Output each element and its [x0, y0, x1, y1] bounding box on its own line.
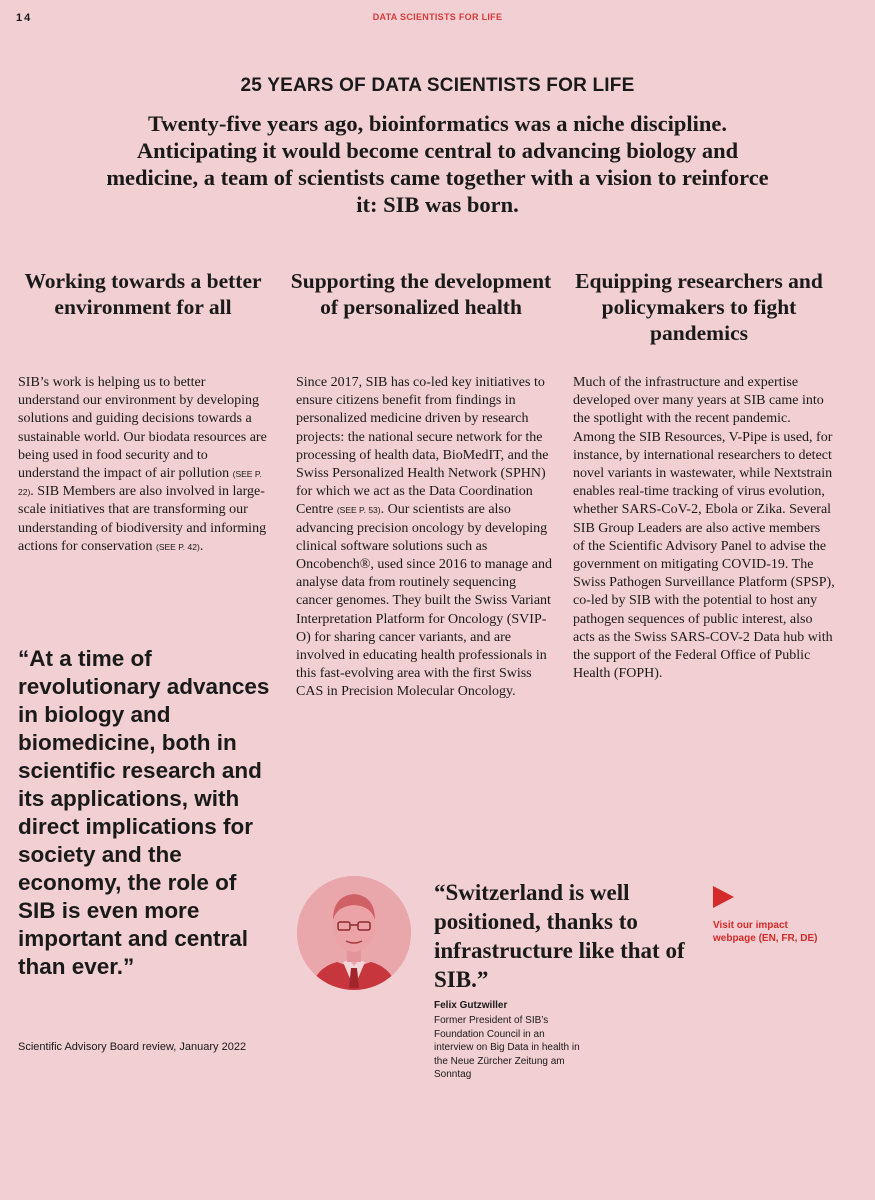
column-heading-pandemics: Equipping researchers and policymakers to fight pandemics: [575, 269, 823, 345]
running-title: DATA SCIENTISTS FOR LIFE: [372, 12, 503, 22]
body-text: Since 2017, SIB has co-led key initiatives to ensure citizens benefit from findings in personalized medicine driven by research projects: the national secure network for the processing of health data, BioMedIT, and the Swiss Personalized Health Network (SPHN) for which we act as the Data Coordination Centre: [296, 375, 549, 518]
quote-author-role: Former President of SIB’s Foundation Council in an interview on Big Data in health in the Neue Zürcher Zeitung am Sonntag: [434, 1015, 580, 1080]
column-body-pandemics: Much of the infrastructure and expertise developed over many years at SIB came into the spotlight with the recent pandemic. Among the SIB Resources, V-Pipe is used, for instance, by international researchers to detect novel variants in wastewater, while Nextstrain enables real-time tracking of virus evolution, whether SARS-CoV-2, Ebola or Zika. Several SIB Group Leaders are also active members of the Scientific Advisory Panel to advise the government on mitigating COVID-19. The Swiss Pathogen Surveillance Platform (SPSP), co-led by SIB with the potential to host any pathogen sequences of public interest, also acts as the Swiss SARS-COV-2 Data hub with the support of the Federal Office of Public Health (FOPH).: [573, 375, 835, 682]
portrait-felix-gutzwiller: [297, 876, 411, 990]
page-reference: (SEE P. 22): [18, 469, 262, 498]
portrait-illustration: [297, 876, 411, 990]
body-text: . Our scientists are also advancing precision oncology by developing clinical software solutions such as Oncobench®, used since 2016 to manage and analyse data from routinely sequencing cancer genomes. They built the Swiss Variant Interpretation Platform for Oncology (SVIP-O) for sharing cancer variants, and are involved in educating health professionals in this fast-evolving area with the first Swiss CAS in Precision Molecular Oncology.: [296, 502, 552, 700]
column-heading-personalized-health: Supporting the development of personalized health: [290, 269, 552, 319]
page-reference: (SEE P. 53): [336, 505, 381, 516]
pull-quote-gutzwiller: “Switzerland is well positioned, thanks to infrastructure like that of SIB.”: [434, 880, 685, 992]
column-body-environment: [18, 374, 268, 556]
page-title: 25 YEARS OF DATA SCIENTISTS FOR LIFE: [240, 75, 635, 96]
column-heading-environment: Working towards a better environment for all: [24, 269, 262, 319]
play-icon[interactable]: [713, 886, 734, 908]
pull-quote-advisory-board: “At a time of revolutionary advances in biology and biomedicine, both in scientific research and its applications, with direct implications for society and the economy, the role of SIB is even more important and central than ever.”: [18, 646, 270, 979]
body-text: SIB’s work is helping us to better understand our environment by developing solutions and guiding decisions towards a sustainable world. Our biodata resources are being used in food security and to understand the impact of air pollution: [18, 375, 267, 482]
quote-author-name: Felix Gutzwiller: [434, 1000, 508, 1011]
page-reference: (SEE P. 42): [156, 541, 200, 552]
body-text: . SIB Members are also involved in large-scale initiatives that are transforming our understanding of biodiversity and informing actions for conservation: [18, 484, 267, 554]
page-number: 14: [16, 12, 33, 24]
column-body-personalized-health: [296, 374, 552, 702]
impact-webpage-link[interactable]: Visit our impact webpage (EN, FR, DE): [713, 920, 818, 944]
body-text: .: [199, 538, 204, 554]
pull-quote-source: Scientific Advisory Board review, January 2022: [18, 1041, 247, 1053]
intro-paragraph: Twenty-five years ago, bioinformatics was a niche discipline. Anticipating it would become central to advancing biology and medicine, a team of scientists came together with a vision to reinforce it: SIB was born.: [106, 111, 769, 217]
